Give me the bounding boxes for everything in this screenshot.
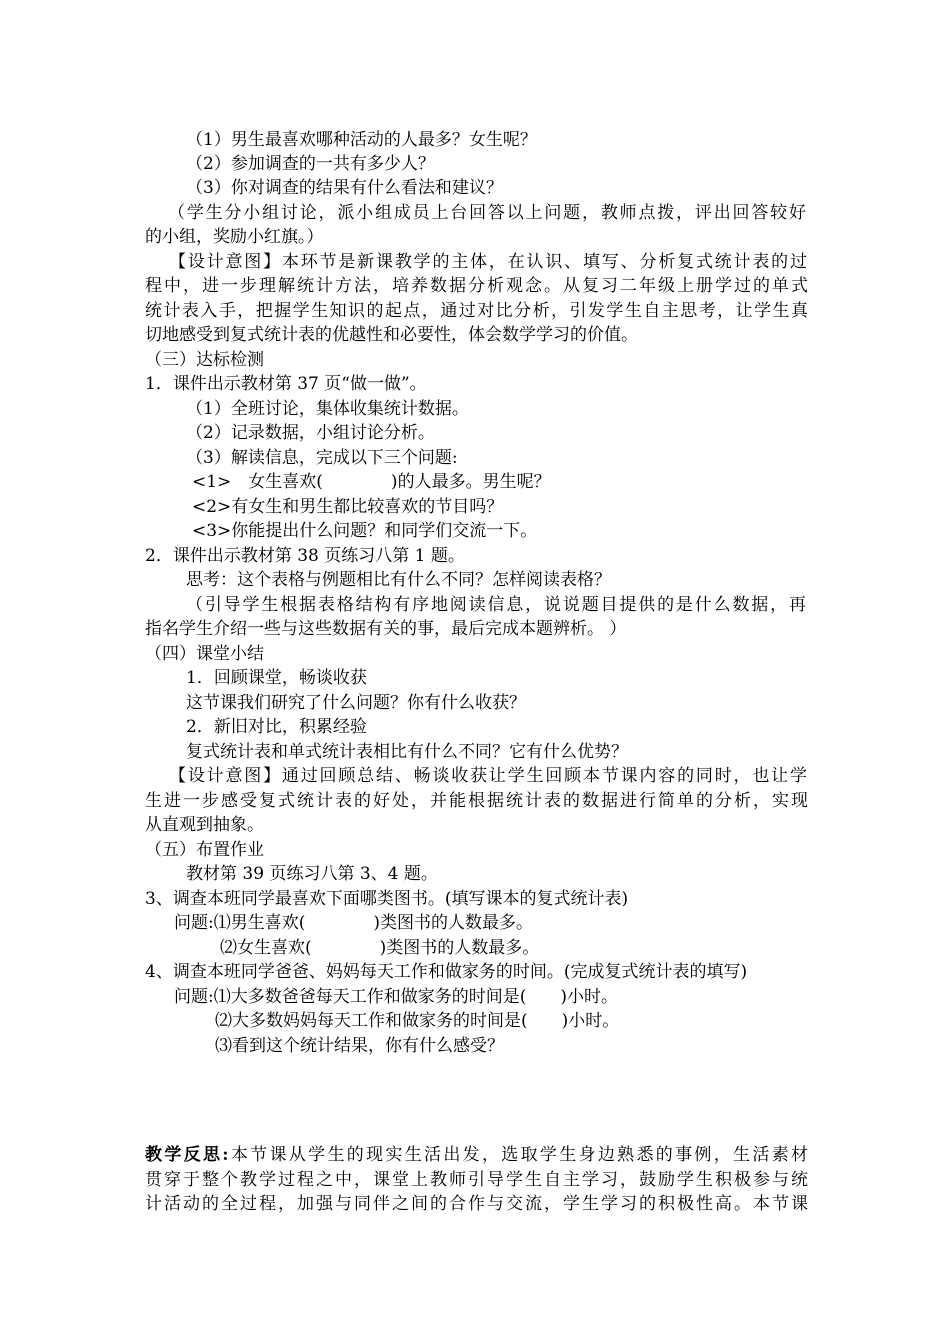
reflection-text: 本节课从学生的现实生活出发，选取学生身边熟悉的事例，生活素材 xyxy=(228,1145,809,1165)
paragraph-line: （学生分小组讨论，派小组成员上台回答以上问题，教师点拨，评出回答较好 xyxy=(168,203,806,223)
item-line: <1> 女生喜欢( )的人最多。男生呢？ xyxy=(192,472,551,492)
item-line: 教材第 39 页练习八第 3、4 题。 xyxy=(186,864,438,884)
section-heading: （五）布置作业 xyxy=(145,840,264,860)
item-heading: 1．课件出示教材第 37 页“做一做”。 xyxy=(145,374,427,394)
reflection-line: 贯穿于整个教学过程之中，课堂上教师引导学生自主学习，鼓励学生积极参与统 xyxy=(145,1170,808,1190)
homework-line: 问题:⑴大多数爸爸每天工作和做家务的时间是( )小时。 xyxy=(174,987,618,1007)
item-line: 这节课我们研究了什么问题？你有什么收获？ xyxy=(186,693,526,713)
paragraph-line: （引导学生根据表格结构有序地阅读信息，说说题目提供的是什么数据，再 xyxy=(186,595,806,615)
design-intent-line: 程中，进一步理解统计方法，培养数据分析观念。从复习二年级上册学过的单式 xyxy=(145,276,808,296)
section-heading: （四）课堂小结 xyxy=(145,644,264,664)
reflection-line xyxy=(145,1143,808,1167)
question-line: （3）你对调查的结果有什么看法和建议？ xyxy=(186,178,503,198)
item-heading: 2．课件出示教材第 38 页练习八第 1 题。 xyxy=(145,546,465,566)
design-intent-line: 统计表入手，把握学生知识的起点，通过对比分析，引发学生自主思考，让学生真 xyxy=(145,301,808,321)
homework-line: 4、调查本班同学爸爸、妈妈每天工作和做家务的时间。(完成复式统计表的填写) xyxy=(145,962,748,982)
reflection-line: 计活动的全过程，加强与同伴之间的合作与交流，学生学习的积极性高。本节课 xyxy=(145,1194,808,1214)
design-intent-line: 【设计意图】本环节是新课教学的主体，在认识、填写、分析复式统计表的过 xyxy=(169,252,807,272)
item-line: （3）解读信息，完成以下三个问题: xyxy=(186,448,458,468)
item-line: <3>你能提出什么问题？和同学们交流一下。 xyxy=(192,521,538,541)
design-intent-line: 切地感受到复式统计表的优越性和必要性，体会数学学习的价值。 xyxy=(145,325,638,345)
item-line: （2）记录数据，小组讨论分析。 xyxy=(186,423,435,443)
question-line: （2）参加调查的一共有多少人？ xyxy=(186,154,435,174)
item-line: 思考：这个表格与例题相比有什么不同？怎样阅读表格？ xyxy=(186,570,611,590)
homework-line: ⑶看到这个统计结果，你有什么感受？ xyxy=(215,1036,504,1056)
design-intent-line: 从直观到抽象。 xyxy=(145,815,264,835)
homework-line: ⑵女生喜欢( )类图书的人数最多。 xyxy=(220,938,540,958)
item-line: 2．新旧对比，积累经验 xyxy=(186,717,367,737)
paragraph-line: 指名学生介绍一些与这些数据有关的事，最后完成本题辨析。 ） xyxy=(145,619,627,639)
homework-line: 3、调查本班同学最喜欢下面哪类图书。(填写课本的复式统计表) xyxy=(145,889,629,909)
item-line: 1．回顾课堂，畅谈收获 xyxy=(186,668,367,688)
item-line: （1）全班讨论，集体收集统计数据。 xyxy=(186,399,469,419)
section-heading: （三）达标检测 xyxy=(145,350,264,370)
item-line: 复式统计表和单式统计表相比有什么不同？它有什么优势？ xyxy=(186,742,628,762)
homework-line: ⑵大多数妈妈每天工作和做家务的时间是( )小时。 xyxy=(215,1011,620,1031)
reflection-label: 教学反思: xyxy=(145,1145,229,1165)
paragraph-line: 的小组，奖励小红旗。） xyxy=(145,227,324,247)
design-intent-line: 【设计意图】通过回顾总结、畅谈收获让学生回顾本节课内容的同时，也让学 xyxy=(169,766,807,786)
question-line: （1）男生最喜欢哪种活动的人最多？女生呢？ xyxy=(186,130,537,150)
design-intent-line: 生进一步感受复式统计表的好处，并能根据统计表的数据进行简单的分析，实现 xyxy=(145,791,808,811)
homework-line: 问题:⑴男生喜欢( )类图书的人数最多。 xyxy=(174,913,533,933)
item-line: <2>有女生和男生都比较喜欢的节目吗？ xyxy=(192,497,504,517)
